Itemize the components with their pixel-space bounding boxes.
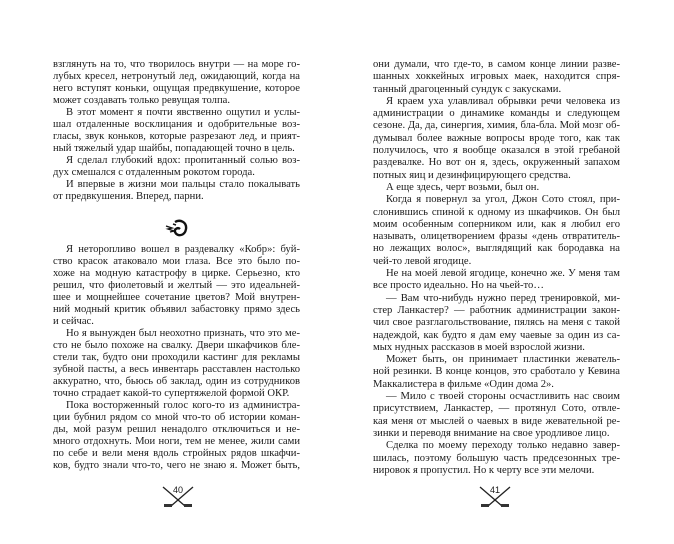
paragraph <box>53 179 300 203</box>
paragraph <box>53 107 300 155</box>
text-line: ции бубнил рядом со мной что-то об истории коман- <box>53 412 300 423</box>
text-line: аккуратно, что, бьюсь об заклад, один из сотрудников <box>53 376 300 387</box>
text-line: присутствием, Ланкастер, — протянул Сото, отвле- <box>373 403 620 415</box>
text-line: взглянуть на то, что творилось внутри — на море го- <box>53 59 300 70</box>
text-line: Маккалистера в фильме «Один дома 2». <box>373 378 554 390</box>
text-line: точно страдает какой-то супертяжелой формой ОКР. <box>53 388 290 399</box>
text-line: потных яиц и дезинфицирующего средства. <box>373 169 571 181</box>
right-page <box>337 0 674 544</box>
text-line: может создавать только ревущая толпа. <box>53 95 230 106</box>
text-line: они думали, что где-то, в самом конце линии разве- <box>373 59 620 70</box>
text-section <box>373 59 620 477</box>
text-line: Но я вынужден был неохотно признать, что это ме- <box>66 328 300 339</box>
text-line: — Вам что-нибудь нужно перед тренировкой, ми- <box>386 292 620 304</box>
text-line: думывал более важные вопросы вроде того, как так <box>373 132 620 144</box>
text-line: него вступят коньки, ощущая предвкушение, которое <box>53 83 300 94</box>
text-line: А еще здесь, черт возьми, был он. <box>386 181 540 193</box>
paragraph <box>373 59 620 96</box>
text-line: ды, мой разум решил ненадолго отключиться и не- <box>53 424 300 435</box>
text-line: гласы, звук коньков, которые разрезают лед, и прият- <box>53 131 300 142</box>
text-section <box>53 59 300 203</box>
paragraph <box>373 268 620 293</box>
text-line: стер Ланкастер? — работник администрации закон- <box>373 304 620 316</box>
text-line: раздевалке. Но вот он я, здесь, окруженный запахом <box>373 157 620 169</box>
paragraph <box>53 155 300 179</box>
paragraph <box>53 59 300 107</box>
text-line: чил свое разглагольствование, пялясь на меня с такой <box>373 317 620 329</box>
text-line: В этот момент я почти явственно ощутил и услы- <box>66 107 300 118</box>
text-line: надеждой, как будто я дам ему чаевые за один из са- <box>373 329 620 341</box>
text-line: все просто идеально. Но на чьей-то… <box>373 280 544 292</box>
text-line: моим особенным соперником или, как я любил его <box>373 218 620 230</box>
text-line: зинки и переводя внимание на свое уродливое лицо. <box>373 427 610 439</box>
text-line: Может быть, он принимает пластинки жеватель- <box>386 354 620 366</box>
text-line: ний модный критик объявил забастовку прямо здесь <box>53 304 300 315</box>
text-line: Я неторопливо вошел в раздевалку «Кобр»: буй- <box>66 244 300 255</box>
paragraph <box>373 194 620 268</box>
text-line: ной резинки. В конце концов, это сработало у Кевина <box>373 366 620 378</box>
text-line: администрации о динамике команды и следующем <box>373 108 620 120</box>
text-line: Не на моей левой ягодице, конечно же. У меня там <box>386 268 620 280</box>
text-line: сто не было похоже на свалку. Двери шкафчиков бле- <box>53 340 300 351</box>
paragraph <box>373 182 620 194</box>
text-line: танный драгоценный сундук с закусками. <box>373 83 562 95</box>
text-line: сезоне. Да, да, синергия, химия, бла-бла. Мой мозг об- <box>373 120 620 132</box>
text-line: получилось, что я вообще оказался в этой гребаной <box>373 145 620 157</box>
paragraph <box>53 244 300 328</box>
text-line: стели так, будто они проходили кастинг для рекламы <box>53 352 300 363</box>
paragraph <box>373 354 620 391</box>
text-line: чей-то левой ягодице. <box>373 255 472 267</box>
text-line: ный тяжелый удар шайбы, попадающей точно в цель. <box>53 143 295 154</box>
paragraph <box>53 328 300 400</box>
text-line: шилась, поэтому большую часть предсезонных тре- <box>373 452 620 464</box>
text-section <box>53 244 300 472</box>
text-line: нировок я пропустил. Но к черту все эти мелочи. <box>373 464 595 476</box>
text-line: Я краем уха улавливал обрывки речи человека из <box>386 95 620 107</box>
text-line: шал отдаленные восклицания и одобрительные воз- <box>53 119 300 130</box>
text-line: и сейчас. <box>53 316 94 327</box>
snake-ornament-icon <box>164 219 190 239</box>
text-line: дух смешался с отдаленным рокотом города. <box>53 167 255 178</box>
page-number-folio <box>161 484 195 512</box>
text-line: много отдохнуть. Мои ноги, тем не менее, жили сами <box>53 436 300 447</box>
page-number-folio <box>478 484 512 512</box>
text-line: по себе и вели меня вдоль стройных рядов шкафчи- <box>53 448 300 459</box>
paragraph <box>373 96 620 182</box>
text-line: хоже на модную катастрофу в цирке. Серьезно, кто <box>53 268 300 279</box>
text-line: Пока восторженный голос кого-то из администра- <box>66 400 300 411</box>
text-line: шее и мощнейшее сочетание цветов? Мой внутрен- <box>53 292 300 303</box>
text-line: зубной пасты, а весь инвентарь расставлен настолько <box>53 364 300 375</box>
text-line: Сделка по моему переходу только недавно завер- <box>386 440 620 452</box>
paragraph <box>53 400 300 472</box>
paragraph <box>373 391 620 440</box>
text-line: но лежащих волос», выглядящий как бородавка на <box>373 243 620 255</box>
text-line: лубых кресел, нетронутый лед, ожидающий, когда на <box>53 71 300 82</box>
page-number: 40 <box>172 485 183 495</box>
text-line: слонившись спиной к одному из шкафчиков. Он был <box>373 206 620 218</box>
text-line: — Мило с твоей стороны осчастливить нас своим <box>386 391 620 403</box>
text-line: называть, олицетворением фразы «день отвратитель- <box>373 231 620 243</box>
text-line: кая меня от мыслей о чаевых в виде жевательной ре- <box>373 415 620 427</box>
text-line: шанных хоккейных игровых маек, находится спря- <box>373 71 620 83</box>
text-line: ство красок атаковало мои глаза. Все это было по- <box>53 256 300 267</box>
text-line: Я сделал глубокий вдох: пропитанный солью воз- <box>66 155 300 166</box>
text-line: от предвкушения. Вперед, парни. <box>53 191 204 202</box>
text-line: Когда я повернул за угол, Джон Сото стоял, при- <box>386 194 620 206</box>
paragraph <box>373 293 620 354</box>
text-line: мых нудных рассказов в моей взрослой жизни. <box>373 341 585 353</box>
text-line: решил, что фиолетовый и желтый — это идеальней- <box>53 280 300 291</box>
text-line: ков, будто знали что-то, чего не знаю я. Может быть, <box>53 460 300 471</box>
paragraph <box>373 440 620 477</box>
page-number: 41 <box>489 485 500 495</box>
text-line: И впервые в жизни мои пальцы стало покалывать <box>66 179 300 190</box>
